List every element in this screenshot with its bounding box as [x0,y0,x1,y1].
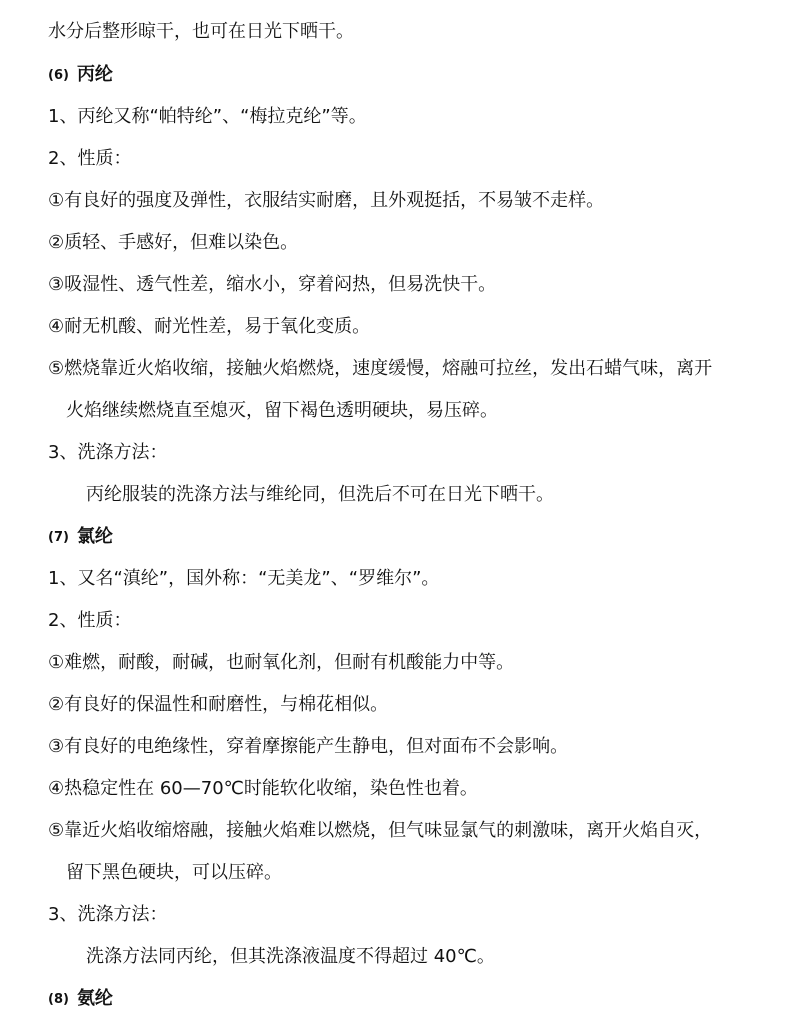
text-line: 水分后整形晾干，也可在日光下晒干。 [48,21,354,42]
section-heading-polypropylene [48,62,770,89]
text-line: 丙纶服装的洗涤方法与维纶同，但洗后不可在日光下晒干。 [86,484,554,505]
text-line: ②质轻、手感好，但难以染色。 [48,232,299,253]
text-line: ③有良好的电绝缘性，穿着摩擦能产生静电，但对面布不会影响。 [48,736,569,757]
section-title: 氯纶 [76,526,113,547]
text-line: 2、性质： [48,610,132,631]
text-line: ⑤燃烧靠近火焰收缩，接触火焰燃烧，速度缓慢，熔融可拉丝，发出石蜡气味，离开 [48,358,713,379]
section-number: (7) [48,530,69,545]
section-number: (8) [48,992,69,1007]
text-line: ④耐无机酸、耐光性差，易于氧化变质。 [48,316,371,337]
text-line: 洗涤方法同丙纶，但其洗涤液温度不得超过 40℃。 [86,946,495,967]
text-line: 火焰继续燃烧直至熄灭，留下褐色透明硬块，易压碎。 [66,400,498,421]
section-number: (6) [48,68,69,83]
section-heading-polyvinyl-chloride [48,524,770,551]
section-heading-spandex [48,986,770,1013]
text-line: ②有良好的保温性和耐磨性，与棉花相似。 [48,694,389,715]
text-line: 1、又名“滇纶”，国外称：“无美龙”、“罗维尔”。 [48,568,440,589]
section-title: 丙纶 [76,64,113,85]
text-line: 3、洗涤方法： [48,904,168,925]
text-line: ①难燃，耐酸，耐碱，也耐氧化剂，但耐有机酸能力中等。 [48,652,515,673]
text-line: 2、性质： [48,148,132,169]
text-line: 1、丙纶又称“帕特纶”、“梅拉克纶”等。 [48,106,367,127]
text-line: ①有良好的强度及弹性，衣服结实耐磨，且外观挺括，不易皱不走样。 [48,190,605,211]
text-line: ③吸湿性、透气性差，缩水小，穿着闷热，但易洗快干。 [48,274,497,295]
text-line: 3、洗涤方法： [48,442,168,463]
text-line: ⑤靠近火焰收缩熔融，接触火焰难以燃烧，但气味显氯气的刺激味，离开火焰自灭， [48,820,713,841]
text-line: ④热稳定性在 60—70℃时能软化收缩，染色性也着。 [48,778,478,799]
text-line: 留下黑色硬块，可以压碎。 [66,862,282,883]
section-title: 氨纶 [76,988,113,1009]
